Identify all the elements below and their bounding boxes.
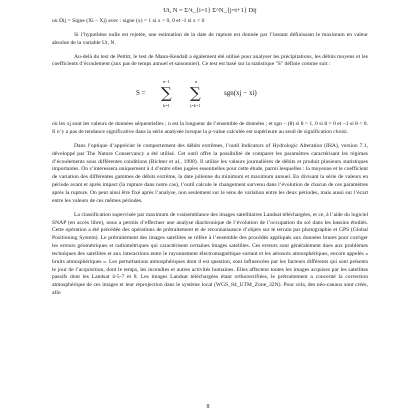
paragraph-iha: Dans l’optique d’apprécier le comportement des débits extrêmes, l’outil Indicators of Hydrologic Alteration (IHA), version 7.1, développé par The Nature Conservancy a été utilisé. Cet outil offre la possibilité de comparer les paramètres caractérisant les régimes d’écoulements sous différentes conditions (Richter et al., 1998). Il utilise les valeurs journalières de débits et produit plusieurs statistiques importantes. On s’intéressera uniquement à 4 d’entre elles jugées essentielles pour cette étude, parmi lesquelles : la moyenne et le coefficient de variation des différentes gammes de débits extrême, la date julienne du minimum et maximum annuel. En divisant la série de valeurs en période avant et après impact (la rupture dans notre cas), l’outil calcule le changement survenu dans l’évolution de chacun de ces paramètres après la rupture. On peut ainsi être fixé après l’analyse, non seulement sur le sens de variation entre les deux périodes, mais aussi sur l’écart entre les valeurs de ces mêmes périodes. (52, 142, 369, 204)
paragraph-pettitt: Si l’hypothèse nulle est rejetée, une estimation de la date de rupture est donnée par l’instant définissant le maximum en valeur absolue de la variable Ut, N. (52, 31, 369, 46)
s-formula-lhs: S = (136, 89, 146, 98)
page-number: 8 (206, 404, 210, 410)
paragraph-mann-kendall: Au-delà du test de Pettitt, le test de Mann-Kendall a également été utilisé pour analyser les précipitations, les débits moyens et les coefficients d’écoulement (aux pas de temps annuel et saisonnier). Ce test est basé sur la statistique "S" définie comme suit : (52, 53, 368, 68)
paragraph-classification: La classification supervisée par maximum de vraisemblance des images satellitaires Landsat téléchargées, et ce, à l’aide du logiciel SNAP (en accès libre), nous a permis d’effectuer une analyse diachronique de l’évolution de l’occupation du sol dans les bassins étudiés. Cette opération a été précédée des opérations de prétraitement et de reconnaissance d’objets sur le terrain par photographie et GPS (Global Positioning System). Le prétraitement des images satellites se réfère à l’ensemble des procédés appliqués aux données brutes pour corriger les erreurs géométriques et radiométriques qui caractérisent certaines images satellites. Ces erreurs sont généralement dues aux problèmes techniques des satellites et aux interactions entre le rayonnement électromagnétique sortant et les aérosols atmosphériques, encore appelés « bruits atmosphériques ». Les perturbations atmosphériques dont il est question, sont influencées par les facteurs différents qui sont présents le jour de l’acquisition, dont le temps, les incendies et autres activités humaines. Elles affectent toutes les images acquises par les satellites passifs dont les Landsat 4-5-7 et 8. Les images Landsat téléchargées étant orthorectifiées, le prétraitement a concerné la correction atmosphérique de ces images et leur reprojection dans le système local (WGS_84_UTM_Zone_32N). Pour cela, des néo-canaux sont créés, afin (52, 211, 369, 297)
inner-sum-lower: j=k+1 (190, 103, 201, 109)
inner-sum-symbol: ∑ (190, 84, 201, 103)
outer-sum-lower: k=1 (163, 103, 170, 109)
document-body (52, 6, 368, 304)
s-statistic-formula (52, 75, 368, 115)
dij-definition: où Dij = Signe (Xi – Xj) avec : signe (x) = 1 si x > 0, 0 et -1 si x < 0 (52, 18, 205, 24)
inner-sum-upper: n (195, 79, 198, 85)
paragraph-s-explanation: où les xj sont les valeurs de données séquentielles ; n est la longueur de l’ensemble de données ; et sgn − (θ) si θ > 1, 0 si θ = 0 et −1 si θ < 0. Il n’y a pas de tendance significative dans la série analysée lorsque la p-value calculée est supérieure au seuil de signification choisi. (52, 121, 369, 136)
outer-sum-upper: n−1 (163, 79, 170, 85)
sgn-term: sgn(xj − xi) (224, 89, 257, 98)
outer-sum-symbol: ∑ (161, 84, 172, 103)
un-formula: Ut, N = Σ^t_{i=1} Σ^N_{j=t+1} Dij (163, 7, 257, 14)
